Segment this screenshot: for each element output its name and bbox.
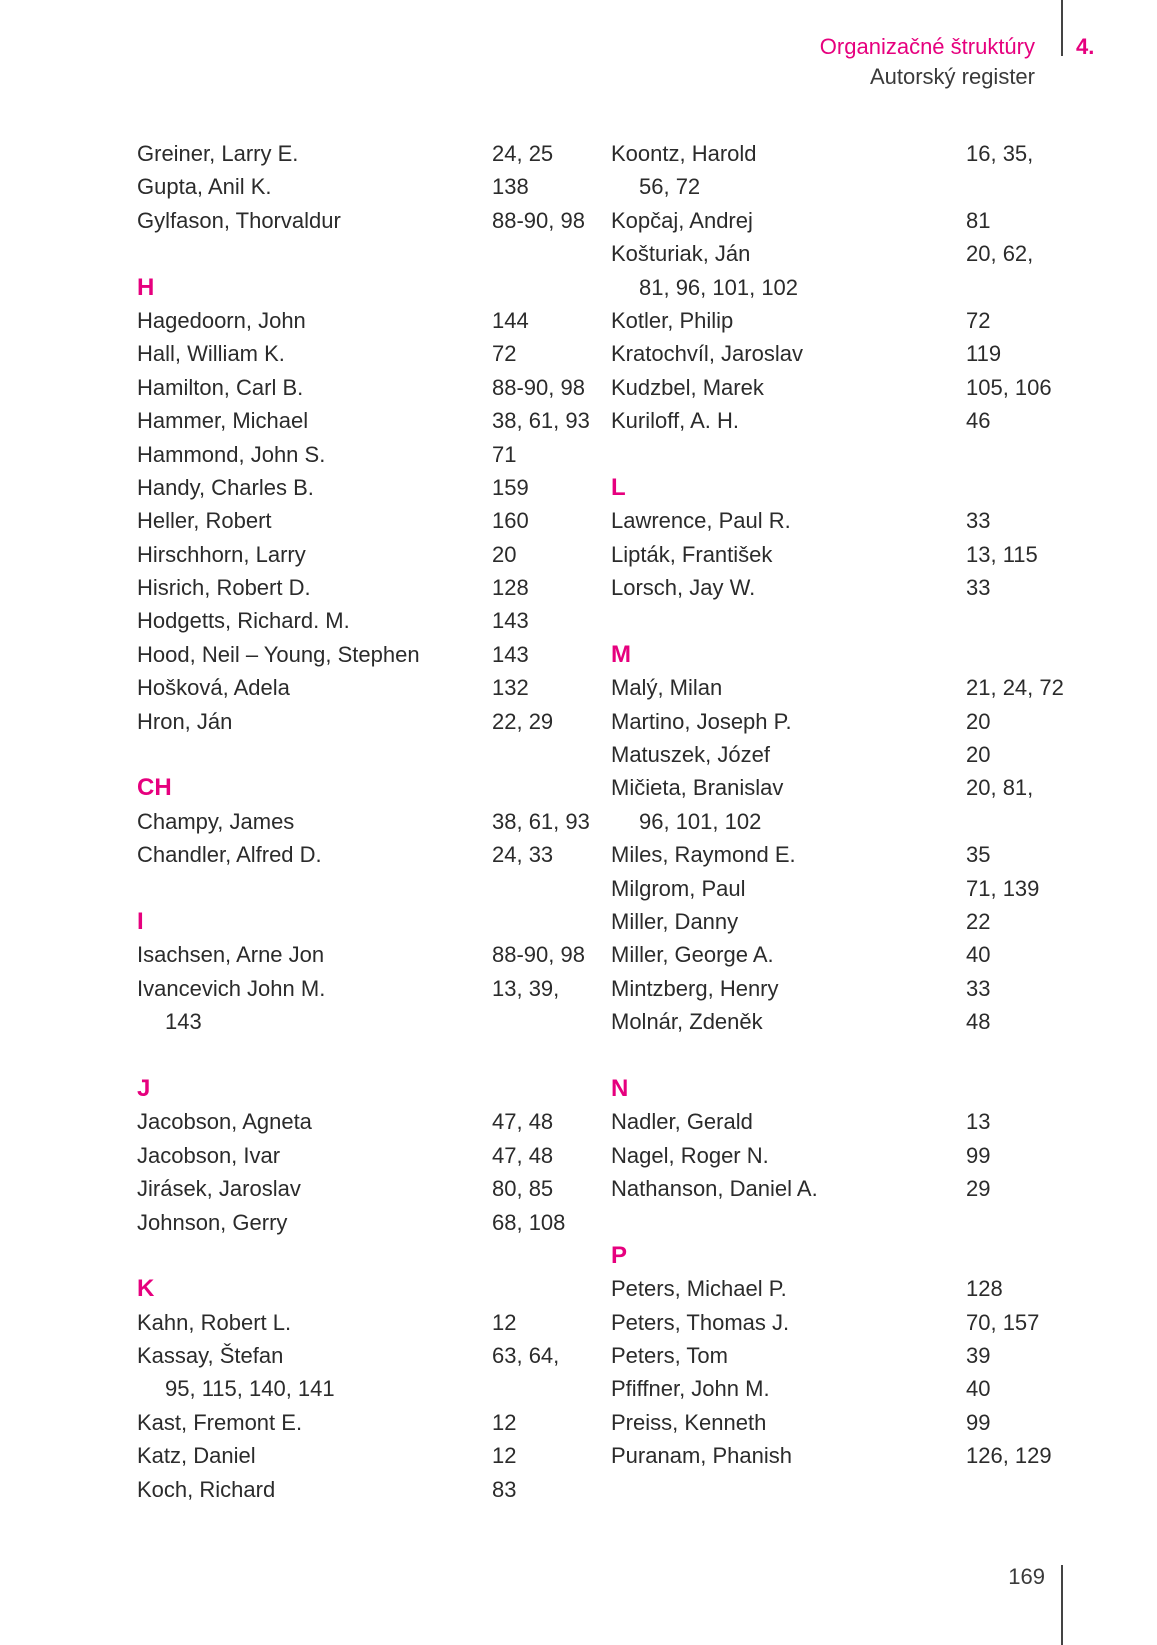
entry-continuation: 81, 96, 101, 102 xyxy=(639,274,799,300)
page-references: 40 xyxy=(966,942,991,968)
index-entry xyxy=(611,1005,1071,1038)
page-references: 70, 157 xyxy=(966,1309,1040,1335)
footer-divider xyxy=(1061,1565,1063,1645)
index-entry xyxy=(611,504,1071,537)
author-name: Miller, Danny xyxy=(611,908,739,934)
chapter-title: Organizačné štruktúry xyxy=(819,34,1035,59)
letter-heading-n: N xyxy=(611,1074,629,1102)
author-name: Hošková, Adela xyxy=(137,675,290,701)
page-references: 33 xyxy=(966,508,991,534)
author-name: Ivancevich John M. xyxy=(137,975,326,1001)
index-entry xyxy=(611,337,1071,370)
page-references: 143 xyxy=(492,608,529,634)
index-entry xyxy=(611,237,1071,270)
index-entry xyxy=(611,771,1071,804)
index-entry xyxy=(137,938,597,971)
page-references: 13 xyxy=(966,1109,991,1135)
page-number: 169 xyxy=(1008,1564,1045,1589)
author-name: Martino, Joseph P. xyxy=(611,708,792,734)
author-name: Preiss, Kenneth xyxy=(611,1409,767,1435)
index-entry xyxy=(611,304,1071,337)
index-entry xyxy=(137,838,597,871)
page-references: 72 xyxy=(966,307,991,333)
author-name: Chandler, Alfred D. xyxy=(137,842,322,868)
page-references: 68, 108 xyxy=(492,1209,566,1235)
author-name: Pfiffner, John M. xyxy=(611,1376,770,1402)
author-name: Nadler, Gerald xyxy=(611,1109,753,1135)
section-title: Autorský register xyxy=(869,64,1035,89)
page-references: 33 xyxy=(966,975,991,1001)
author-name: Greiner, Larry E. xyxy=(137,141,299,166)
author-name: Mintzberg, Henry xyxy=(611,975,779,1001)
page-references: 99 xyxy=(966,1142,991,1168)
entry-continuation: 143 xyxy=(165,1009,202,1035)
author-name: Gylfason, Thorvaldur xyxy=(137,207,341,233)
index-entry xyxy=(611,1306,1071,1339)
author-name: Katz, Daniel xyxy=(137,1443,256,1469)
page-references: 83 xyxy=(492,1476,517,1502)
author-name: Lorsch, Jay W. xyxy=(611,575,756,601)
page-references: 128 xyxy=(492,575,529,601)
page-references: 88-90, 98 xyxy=(492,207,585,233)
page-references: 22 xyxy=(966,908,991,934)
index-entry xyxy=(611,872,1071,905)
page-references: 46 xyxy=(966,408,991,434)
index-entry xyxy=(137,1105,597,1138)
index-entry xyxy=(137,137,597,170)
index-entry xyxy=(137,538,597,571)
author-name: Nagel, Roger N. xyxy=(611,1142,769,1168)
author-name: Hood, Neil – Young, Stephen xyxy=(137,641,420,667)
author-name: Peters, Michael P. xyxy=(611,1276,787,1302)
page-references: 20, 62, xyxy=(966,241,1034,267)
page-references: 40 xyxy=(966,1376,991,1402)
page-header xyxy=(0,0,1157,100)
chapter-number: 4. xyxy=(1076,34,1095,59)
author-name: Kratochvíl, Jaroslav xyxy=(611,341,803,367)
index-entry xyxy=(611,137,1071,170)
index-entry xyxy=(611,404,1071,437)
index-entry xyxy=(611,938,1071,971)
page-references: 160 xyxy=(492,508,529,534)
author-name: Koch, Richard xyxy=(137,1476,276,1502)
index-entry xyxy=(137,1206,597,1239)
index-entry xyxy=(611,1406,1071,1439)
index-entry xyxy=(137,604,597,637)
index-entry xyxy=(137,438,597,471)
index-entry xyxy=(137,1473,597,1506)
author-name: Kopčaj, Andrej xyxy=(611,207,753,233)
index-entry xyxy=(137,404,597,437)
page-references: 20, 81, xyxy=(966,775,1034,801)
index-entry xyxy=(611,1372,1071,1405)
page-references: 13, 115 xyxy=(966,541,1038,567)
index-entry xyxy=(137,1406,597,1439)
page-references: 99 xyxy=(966,1409,991,1435)
index-entry xyxy=(137,170,597,203)
index-entry xyxy=(611,1339,1071,1372)
author-name: Košturiak, Ján xyxy=(611,241,751,267)
index-entry xyxy=(611,1105,1071,1138)
page-references: 35 xyxy=(966,842,991,868)
page-references: 159 xyxy=(492,474,529,500)
index-entry xyxy=(137,1339,597,1372)
letter-heading-i: I xyxy=(137,907,144,935)
index-entry xyxy=(611,571,1071,604)
author-name: Hodgetts, Richard. M. xyxy=(137,608,350,634)
page-references: 119 xyxy=(966,341,1002,367)
page-references: 20 xyxy=(966,708,991,734)
page-references: 71 xyxy=(492,441,517,467)
page-references: 47, 48 xyxy=(492,1142,554,1168)
page-references: 88-90, 98 xyxy=(492,942,585,968)
author-name: Handy, Charles B. xyxy=(137,474,314,500)
index-entry xyxy=(137,805,597,838)
author-name: Kast, Fremont E. xyxy=(137,1409,303,1435)
index-entry xyxy=(137,1139,597,1172)
letter-heading-j: J xyxy=(137,1074,151,1102)
index-entry xyxy=(611,738,1071,771)
index-entry xyxy=(137,504,597,537)
entry-continuation: 95, 115, 140, 141 xyxy=(165,1376,335,1402)
page-references: 38, 61, 93 xyxy=(492,808,590,834)
index-column-left xyxy=(137,137,597,1506)
letter-heading-l: L xyxy=(611,473,626,501)
page-references: 80, 85 xyxy=(492,1176,554,1202)
author-name: Kassay, Štefan xyxy=(137,1343,284,1369)
author-name: Hron, Ján xyxy=(137,708,233,734)
index-entry xyxy=(137,1439,597,1472)
index-entry xyxy=(137,1172,597,1205)
author-name: Kahn, Robert L. xyxy=(137,1309,292,1335)
letter-heading-p: P xyxy=(611,1241,628,1269)
page-references: 47, 48 xyxy=(492,1109,554,1135)
page-references: 12 xyxy=(492,1309,517,1335)
index-entry xyxy=(611,671,1071,704)
index-entry xyxy=(611,371,1071,404)
index-entry xyxy=(611,1172,1071,1205)
index-entry xyxy=(137,972,597,1005)
index-entry xyxy=(137,705,597,738)
author-name: Hagedoorn, John xyxy=(137,307,306,333)
index-entry xyxy=(611,838,1071,871)
index-entry xyxy=(611,538,1071,571)
author-name: Isachsen, Arne Jon xyxy=(137,942,325,968)
author-name: Hammer, Michael xyxy=(137,408,309,434)
page-references: 12 xyxy=(492,1409,517,1435)
author-name: Mičieta, Branislav xyxy=(611,775,784,801)
index-entry xyxy=(137,204,597,237)
author-name: Heller, Robert xyxy=(137,508,272,534)
author-name: Nathanson, Daniel A. xyxy=(611,1176,818,1202)
author-name: Hamilton, Carl B. xyxy=(137,374,304,400)
letter-heading-h: H xyxy=(137,273,155,301)
entry-continuation: 96, 101, 102 xyxy=(639,808,762,834)
author-name: Jacobson, Agneta xyxy=(137,1109,312,1135)
author-name: Peters, Tom xyxy=(611,1343,728,1369)
letter-heading-k: K xyxy=(137,1275,155,1303)
page-references: 48 xyxy=(966,1009,991,1035)
page-references: 22, 29 xyxy=(492,708,554,734)
index-entry xyxy=(137,471,597,504)
index-entry xyxy=(137,304,597,337)
page-references: 63, 64, xyxy=(492,1343,560,1369)
author-name: Hammond, John S. xyxy=(137,441,326,467)
page-references: 39 xyxy=(966,1343,991,1369)
author-name: Lawrence, Paul R. xyxy=(611,508,791,534)
index-entry xyxy=(611,705,1071,738)
author-name: Hirschhorn, Larry xyxy=(137,541,306,567)
index-entry xyxy=(137,337,597,370)
letter-heading-m: M xyxy=(611,640,631,668)
page-references: 72 xyxy=(492,341,517,367)
index-entry xyxy=(137,371,597,404)
page-references: 143 xyxy=(492,641,529,667)
page-references: 13, 39, xyxy=(492,975,560,1001)
index-entry xyxy=(137,1306,597,1339)
author-name: Miller, George A. xyxy=(611,942,774,968)
page-references: 38, 61, 93 xyxy=(492,408,590,434)
page-references: 88-90, 98 xyxy=(492,374,585,400)
page-references: 20 xyxy=(492,541,517,567)
index-entry xyxy=(137,671,597,704)
page-references: 29 xyxy=(966,1176,991,1202)
page-references: 132 xyxy=(492,675,529,701)
author-name: Hisrich, Robert D. xyxy=(137,575,311,601)
page-references: 71, 139 xyxy=(966,875,1040,901)
page-references: 81 xyxy=(966,207,991,233)
author-name: Gupta, Anil K. xyxy=(137,174,272,200)
author-name: Johnson, Gerry xyxy=(137,1209,288,1235)
author-name: Koontz, Harold xyxy=(611,141,757,166)
page-references: 12 xyxy=(492,1443,517,1469)
author-name: Kudzbel, Marek xyxy=(611,374,764,400)
page-references: 24, 25 xyxy=(492,141,554,166)
index-entry xyxy=(611,204,1071,237)
author-name: Peters, Thomas J. xyxy=(611,1309,790,1335)
index-entry xyxy=(611,972,1071,1005)
author-name: Lipták, František xyxy=(611,541,773,567)
index-entry xyxy=(611,1439,1071,1472)
page-references: 16, 35, xyxy=(966,141,1034,166)
page-references: 126, 129 xyxy=(966,1443,1052,1469)
author-name: Molnár, Zdeněk xyxy=(611,1009,763,1035)
page-references: 128 xyxy=(966,1276,1003,1302)
page-references: 105, 106 xyxy=(966,374,1052,400)
author-name: Miles, Raymond E. xyxy=(611,842,796,868)
author-name: Champy, James xyxy=(137,808,295,834)
page-references: 21, 24, 72 xyxy=(966,675,1064,701)
author-name: Jacobson, Ivar xyxy=(137,1142,281,1168)
page-references: 20 xyxy=(966,742,991,768)
author-name: Matuszek, Józef xyxy=(611,742,770,768)
author-name: Jirásek, Jaroslav xyxy=(137,1176,301,1202)
index-entry xyxy=(137,571,597,604)
author-name: Kotler, Philip xyxy=(611,307,734,333)
index-entry xyxy=(611,1139,1071,1172)
entry-continuation: 56, 72 xyxy=(639,174,701,200)
letter-heading-ch: CH xyxy=(137,774,172,802)
index-column-right xyxy=(611,137,1071,1473)
page-references: 144 xyxy=(492,307,529,333)
page-references: 138 xyxy=(492,174,529,200)
index-entry xyxy=(611,905,1071,938)
author-name: Milgrom, Paul xyxy=(611,875,746,901)
page-references: 24, 33 xyxy=(492,842,554,868)
author-name: Malý, Milan xyxy=(611,675,723,701)
author-name: Kuriloff, A. H. xyxy=(611,408,739,434)
author-name: Puranam, Phanish xyxy=(611,1443,792,1469)
author-name: Hall, William K. xyxy=(137,341,285,367)
index-entry xyxy=(611,1272,1071,1305)
page-references: 33 xyxy=(966,575,991,601)
header-divider xyxy=(1061,0,1063,56)
index-entry xyxy=(137,638,597,671)
